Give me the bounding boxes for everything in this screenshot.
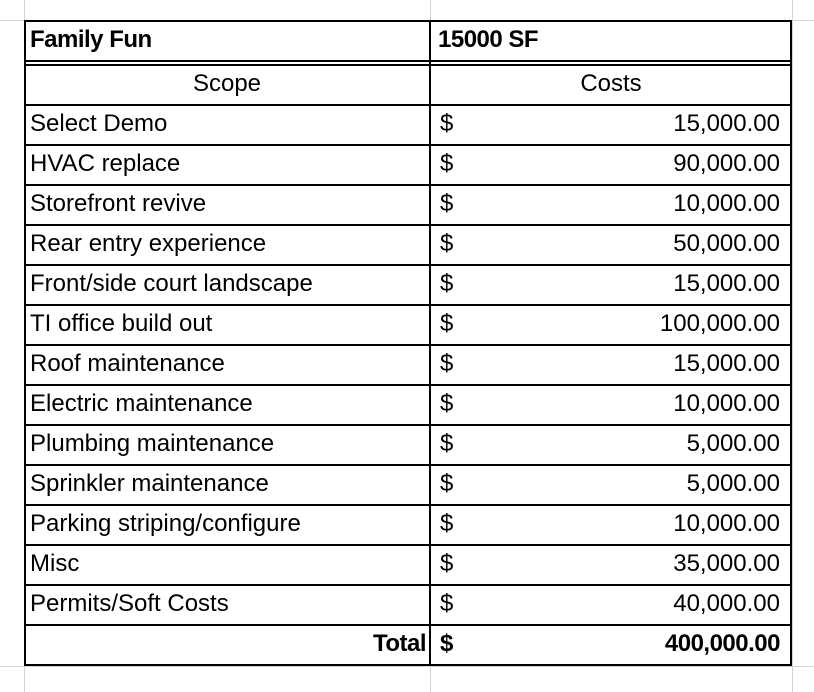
scope-cell[interactable]: Select Demo — [30, 110, 168, 137]
table-row — [24, 184, 792, 224]
scope-cell[interactable]: TI office build out — [30, 310, 213, 337]
currency-cell[interactable]: $ — [440, 190, 454, 217]
amount-cell[interactable]: 35,000.00 — [673, 550, 780, 577]
scope-cell[interactable]: Parking striping/configure — [30, 510, 301, 537]
scope-column-header[interactable]: Scope — [192, 70, 262, 97]
costs-column-header[interactable]: Costs — [580, 70, 642, 97]
currency-cell[interactable]: $ — [440, 590, 454, 617]
currency-cell[interactable]: $ — [440, 110, 454, 137]
table-row — [24, 304, 792, 344]
amount-cell[interactable]: 40,000.00 — [673, 590, 780, 617]
total-amount[interactable]: 400,000.00 — [664, 630, 780, 657]
amount-cell[interactable]: 50,000.00 — [673, 230, 780, 257]
currency-cell[interactable]: $ — [440, 390, 454, 417]
header-row — [24, 20, 792, 60]
currency-cell[interactable]: $ — [440, 550, 454, 577]
amount-cell[interactable]: 10,000.00 — [673, 190, 780, 217]
currency-cell[interactable]: $ — [440, 510, 454, 537]
table-row — [24, 424, 792, 464]
amount-cell[interactable]: 15,000.00 — [673, 110, 780, 137]
table-row — [24, 344, 792, 384]
scope-cell[interactable]: Sprinkler maintenance — [30, 470, 269, 497]
amount-cell[interactable]: 5,000.00 — [686, 430, 780, 457]
table-row — [24, 584, 792, 624]
table-row — [24, 504, 792, 544]
table-row — [24, 104, 792, 144]
project-size[interactable]: 15000 SF — [438, 26, 539, 53]
amount-cell[interactable]: 10,000.00 — [673, 390, 780, 417]
scope-cell[interactable]: Electric maintenance — [30, 390, 253, 417]
scope-cell[interactable]: HVAC replace — [30, 150, 181, 177]
scope-cell[interactable]: Roof maintenance — [30, 350, 225, 377]
amount-cell[interactable]: 90,000.00 — [673, 150, 780, 177]
currency-cell[interactable]: $ — [440, 150, 454, 177]
total-row — [24, 624, 792, 664]
scope-cell[interactable]: Permits/Soft Costs — [30, 590, 229, 617]
table-row — [24, 464, 792, 504]
table-row — [24, 144, 792, 184]
total-currency[interactable]: $ — [440, 630, 453, 657]
currency-cell[interactable]: $ — [440, 470, 454, 497]
currency-cell[interactable]: $ — [440, 350, 454, 377]
table-row — [24, 384, 792, 424]
cost-table — [24, 20, 792, 666]
amount-cell[interactable]: 15,000.00 — [673, 270, 780, 297]
table-row — [24, 264, 792, 304]
scope-cell[interactable]: Front/side court landscape — [30, 270, 313, 297]
scope-cell[interactable]: Plumbing maintenance — [30, 430, 275, 457]
amount-cell[interactable]: 15,000.00 — [673, 350, 780, 377]
amount-cell[interactable]: 10,000.00 — [673, 510, 780, 537]
total-label[interactable]: Total — [372, 630, 426, 657]
project-name[interactable]: Family Fun — [30, 26, 152, 53]
amount-cell[interactable]: 5,000.00 — [686, 470, 780, 497]
currency-cell[interactable]: $ — [440, 270, 454, 297]
currency-cell[interactable]: $ — [440, 430, 454, 457]
scope-cell[interactable]: Rear entry experience — [30, 230, 267, 257]
scope-cell[interactable]: Storefront revive — [30, 190, 207, 217]
amount-cell[interactable]: 100,000.00 — [659, 310, 780, 337]
table-row — [24, 544, 792, 584]
scope-cell[interactable]: Misc — [30, 550, 80, 577]
currency-cell[interactable]: $ — [440, 310, 454, 337]
table-row — [24, 224, 792, 264]
currency-cell[interactable]: $ — [440, 230, 454, 257]
column-header-row — [24, 64, 792, 104]
